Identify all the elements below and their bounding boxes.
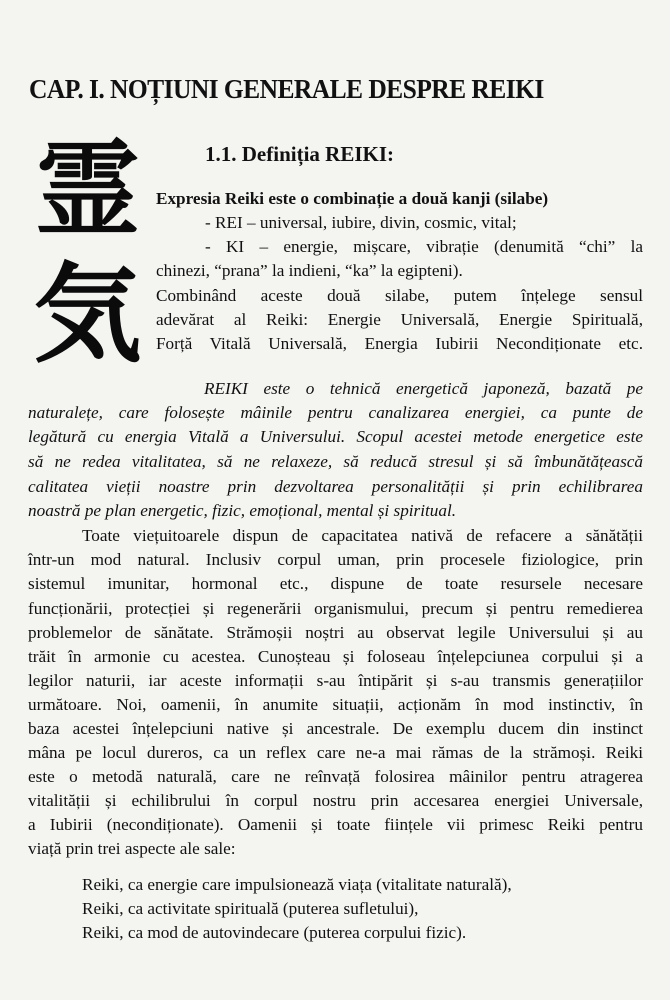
italic-line-2: naturalețe, care folosește mâinile pentru canalizarea energiei, ca punte de	[28, 403, 643, 422]
aspect-line-1: Reiki, ca energie care impulsionează viața (vitalitate naturală),	[82, 875, 512, 894]
ki-kanji: 気	[33, 253, 142, 378]
definition-line-1: Expresia Reiki este o combinație a două kanji (silabe)	[156, 189, 549, 208]
body-line-4: funcționării, protecției și regenerării organismului, precum și pentru remedierea	[28, 599, 643, 618]
rei-kanji: 霊	[35, 129, 140, 251]
body-line-9: baza acestei înțelepciuni native și ancestrale. De exemplu ducem din instinct	[28, 719, 643, 738]
reiki-kanji	[25, 129, 150, 378]
italic-line-4: să ne redea vitalitatea, să ne relaxeze, să reducă stresul și să îmbunătățească	[28, 452, 643, 471]
aspect-line-3: Reiki, ca mod de autovindecare (puterea corpului fizic).	[82, 923, 467, 942]
body-line-5: problemelor de sănătate. Strămoșii noștri au observat legile Universului și au	[28, 623, 643, 642]
definition-line-6: adevărat al Reiki: Energie Universală, Energie Spirituală,	[156, 310, 643, 329]
body-line-1: Toate viețuitoarele dispun de capacitatea nativă de refacere a sănătății	[82, 526, 643, 545]
body-line-12: vitalității și echilibrului în corpul nostru prin accesarea energiei Universale,	[28, 791, 643, 810]
italic-line-3: legătură cu energia Vitală a Universului. Scopul acestei metode energetice este	[28, 427, 643, 446]
italic-line-5: calitatea vieții noastre prin dezvoltarea personalității și prin echilibrarea	[28, 477, 643, 496]
definition-line-2: - REI – universal, iubire, divin, cosmic, vital;	[205, 213, 517, 232]
body-line-13: a Iubirii (necondiționate). Oamenii și toate ființele vii primesc Reiki pentru	[28, 815, 643, 834]
body-line-2: într-un mod natural. Inclusiv corpul uman, prin procesele fiziologice, prin	[28, 550, 643, 569]
body-line-8: următoare. Noi, oamenii, în anumite situații, acționăm în mod instinctiv, în	[28, 695, 643, 714]
body-line-11: este o metodă naturală, care ne reînvață folosirea mâinilor pentru atragerea	[28, 767, 643, 786]
aspect-line-2: Reiki, ca activitate spirituală (puterea sufletului),	[82, 899, 419, 918]
definition-line-4: chinezi, “prana” la indieni, “ka” la egipteni).	[156, 261, 463, 280]
body-line-6: trăit în armonie cu acestea. Cunoșteau și foloseau înțelepciunea corpului și a	[28, 647, 643, 666]
body-line-3: sistemul imunitar, hormonal etc., dispune de toate resursele necesare	[28, 574, 643, 593]
definition-line-5: Combinând aceste două silabe, putem înțelege sensul	[156, 286, 643, 305]
body-line-14: viață prin trei aspecte ale sale:	[28, 839, 236, 858]
body-line-10: mâna pe locul dureros, ca un reflex care ne-a mai rămas de la strămoși. Reiki	[28, 743, 643, 762]
italic-line-6: noastră pe plan energetic, fizic, emoțional, mental și spiritual.	[28, 501, 457, 520]
section-title: 1.1. Definiția REIKI:	[205, 142, 394, 166]
chapter-title: CAP. I. NOȚIUNI GENERALE DESPRE REIKI	[29, 74, 544, 104]
italic-line-1: REIKI este o tehnică energetică japoneză, bazată pe	[204, 379, 643, 398]
body-line-7: legilor naturii, iar aceste informații s-au întipărit și s-au transmis generațiilor	[28, 671, 643, 690]
definition-line-7: Forță Vitală Universală, Energia Iubirii Necondiționate etc.	[156, 334, 643, 353]
definition-line-3: - KI – energie, mișcare, vibrație (denumită “chi” la	[205, 237, 643, 256]
